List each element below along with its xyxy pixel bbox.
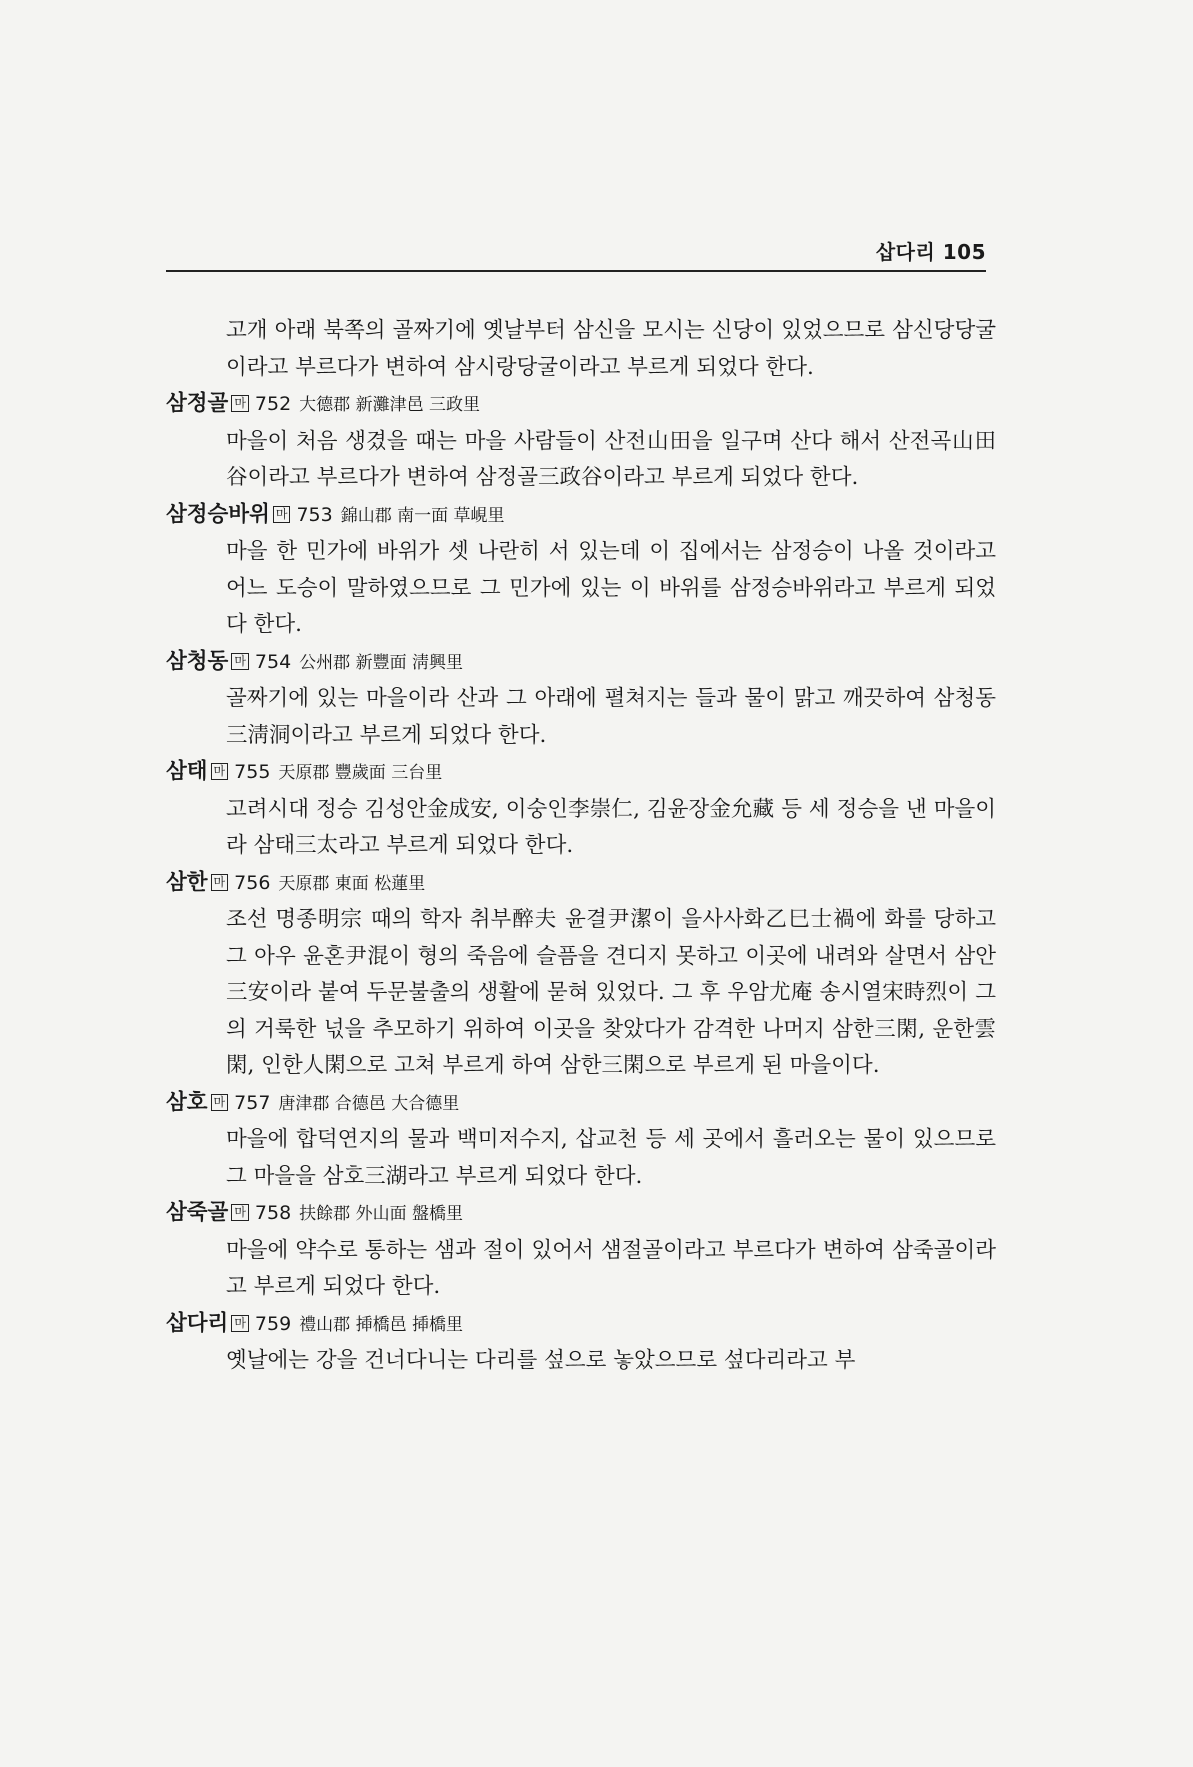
headword: 삼정골 — [166, 391, 229, 416]
location: 天原郡 東面 松蓮里 — [278, 873, 426, 894]
running-head: 삽다리 105 — [875, 240, 986, 264]
village-mark: 마 — [273, 506, 291, 523]
headword: 삼청동 — [166, 648, 229, 674]
village-mark: 마 — [231, 1204, 249, 1221]
location: 唐津郡 合德邑 大合德里 — [278, 1093, 460, 1114]
entry — [166, 1085, 996, 1196]
entry — [166, 386, 996, 497]
village-mark: 마 — [211, 763, 229, 780]
location: 扶餘郡 外山面 盤橋里 — [299, 1204, 463, 1224]
continuation-paragraph: 고개 아래 북쪽의 골짜기에 옛날부터 삼신을 모시는 신당이 있었으므로 삼신당당굴이라고 부르다가 변하여 삼시랑당굴이라고 부르게 되었다 한다. — [226, 318, 996, 380]
location: 錦山郡 南一面 草峴里 — [340, 505, 505, 526]
entry-number: 755 — [234, 761, 271, 783]
location: 禮山郡 揷橋邑 揷橋里 — [299, 1314, 463, 1335]
definition: 조선 명종明宗 때의 학자 취부醉夫 윤결尹潔이 을사사화乙巳士禍에 화를 당하고 그 아우 윤혼尹混이 형의 죽음에 슬픔을 견디지 못하고 이곳에 내려와 살면서 삼안三安이라 붙여 두문불출의 생활에 묻혀 있었다. 그 후 우암尤庵 송시열宋時烈이 그의 거룩한 넋을 추모하기 위하여 이곳을 찾았다가 감격한 나머지 삼한三閑, 운한雲閑, 인한人閑으로 고쳐 부르게 하여 삼한三閑으로 부르게 된 마을이다. — [226, 907, 996, 1078]
entry — [166, 865, 996, 1085]
definition: 옛날에는 강을 건너다니는 다리를 섶으로 놓았으므로 섶다리라고 부 — [226, 1348, 856, 1373]
definition: 고려시대 정승 김성안金成安, 이숭인李崇仁, 김윤장金允藏 등 세 정승을 낸 마을이라 삼태三太라고 부르게 되었다 한다. — [226, 796, 996, 858]
headword: 삼한 — [166, 869, 208, 895]
definition: 마을 한 민가에 바위가 셋 나란히 서 있는데 이 집에서는 삼정승이 나올 것이라고 어느 도승이 말하였으므로 그 민가에 있는 이 바위를 삼정승바위라고 부르게 되었다 한다. — [226, 539, 996, 637]
page-body — [166, 313, 996, 1380]
village-mark: 마 — [211, 1094, 229, 1111]
definition: 마을에 약수로 통하는 샘과 절이 있어서 샘절골이라고 부르다가 변하여 삼죽골이라고 부르게 되었다 한다. — [226, 1237, 996, 1299]
entry-number: 757 — [234, 1091, 271, 1114]
entry — [166, 1306, 996, 1380]
village-mark: 마 — [231, 653, 249, 670]
headword: 삼호 — [166, 1089, 208, 1115]
location: 天原郡 豐歲面 三台里 — [278, 763, 443, 783]
entry-number: 753 — [296, 503, 333, 526]
village-mark: 마 — [231, 395, 249, 412]
entry-number: 752 — [254, 393, 292, 415]
headword: 삼태 — [166, 759, 208, 784]
entry — [166, 754, 996, 865]
entry-number: 754 — [254, 650, 292, 673]
headword: 삽다리 — [166, 1310, 229, 1336]
entry-number: 758 — [254, 1202, 292, 1224]
village-mark: 마 — [211, 874, 229, 891]
definition: 마을이 처음 생겼을 때는 마을 사람들이 산전山田을 일구며 산다 해서 산전곡山田谷이라고 부르다가 변하여 삼정골三政谷이라고 부르게 되었다 한다. — [226, 428, 996, 490]
entry — [166, 497, 996, 644]
headword: 삼정승바위 — [166, 501, 270, 527]
entry-number: 756 — [234, 871, 271, 894]
definition: 마을에 합덕연지의 물과 백미저수지, 삽교천 등 세 곳에서 흘러오는 물이 있으므로 그 마을을 삼호三湖라고 부르게 되었다 한다. — [226, 1127, 996, 1189]
headword: 삼죽골 — [166, 1200, 229, 1225]
village-mark: 마 — [231, 1315, 249, 1332]
entry-number: 759 — [254, 1312, 292, 1335]
header-rule — [166, 270, 986, 272]
entry — [166, 644, 996, 755]
location: 大德郡 新灘津邑 三政里 — [299, 395, 480, 415]
definition: 골짜기에 있는 마을이라 산과 그 아래에 펼쳐지는 들과 물이 맑고 깨끗하여 삼청동三淸洞이라고 부르게 되었다 한다. — [226, 686, 996, 748]
entry — [166, 1195, 996, 1306]
location: 公州郡 新豐面 淸興里 — [299, 652, 463, 673]
